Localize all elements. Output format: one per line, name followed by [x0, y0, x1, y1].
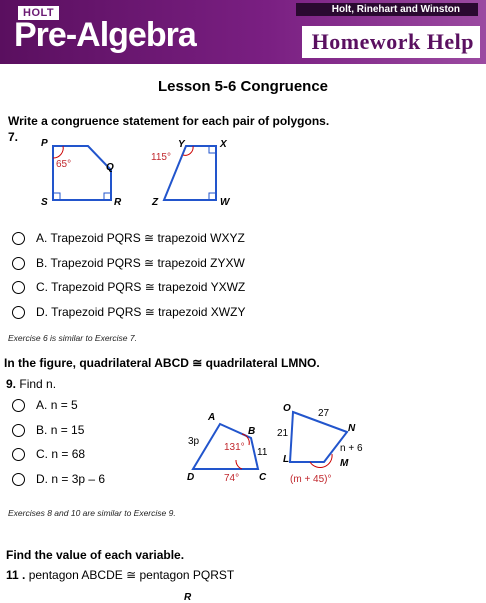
vertex-label-z: Z [152, 197, 159, 208]
vertex-label-n: N [348, 423, 356, 434]
exercise-11-number: 11 . [6, 568, 26, 582]
radio-button[interactable] [12, 448, 25, 461]
choice-text: Trapezoid PQRS ≅ trapezoid YXWZ [51, 280, 246, 294]
vertex-label-q: Q [106, 162, 114, 173]
choice-letter: A. [36, 398, 48, 412]
vertex-label-b: B [248, 426, 256, 437]
vertex-label-p: P [41, 138, 48, 149]
brand-title: Pre-Algebra [14, 16, 196, 54]
lesson-title: Lesson 5-6 Congruence [157, 78, 329, 95]
vertex-label-x: X [220, 139, 227, 150]
quadrilateral-lmno [290, 412, 347, 462]
choice-text: Trapezoid PQRS ≅ trapezoid WXYZ [50, 231, 245, 245]
angle-label-131: 131° [224, 442, 245, 453]
choice-text: Trapezoid PQRS ≅ trapezoid XWZY [51, 305, 246, 319]
vertex-label-l: L [283, 454, 290, 465]
choice-text: n = 15 [50, 423, 85, 437]
radio-button[interactable] [12, 424, 25, 437]
right-angle-mark [53, 193, 60, 200]
side-label-3p: 3p [188, 436, 200, 447]
vertex-label-s: S [41, 197, 48, 208]
radio-button[interactable] [12, 399, 25, 412]
choice-letter: A. [36, 231, 48, 245]
vertex-label-y: Y [178, 139, 185, 150]
exercise-11-prompt [6, 568, 234, 582]
angle-label-74: 74° [224, 473, 240, 484]
vertex-label-d: D [187, 472, 195, 483]
exercise-7-number: 7. [8, 130, 19, 144]
vertex-label-o: O [283, 403, 291, 414]
exercise-7-note: Exercise 6 is similar to Exercise 7. [8, 333, 137, 343]
radio-button[interactable] [12, 473, 25, 486]
choice-text: n = 68 [51, 447, 86, 461]
side-label-21: 21 [277, 428, 289, 439]
vertex-label-r: R [114, 197, 122, 208]
right-angle-mark [104, 193, 111, 200]
choice-letter: D. [36, 305, 48, 319]
exercise-9-prompt [6, 377, 56, 391]
angle-arc [53, 146, 63, 158]
part3-instruction: Find the value of each variable. [6, 548, 185, 562]
exercise-9-figures [180, 396, 380, 496]
angle-label-115: 115° [151, 152, 171, 163]
header-banner [0, 0, 486, 64]
exercise-7-figures [0, 134, 300, 214]
radio-button[interactable] [12, 232, 25, 245]
vertex-label-c: C [259, 472, 267, 483]
part1-instruction: Write a congruence statement for each pair of polygons. [8, 114, 330, 128]
publisher-label: Holt, Rinehart and Winston [296, 3, 478, 16]
exercise-9-question: Find n. [19, 377, 57, 391]
side-label-n-plus-6: n + 6 [340, 443, 363, 454]
choice-text: n = 5 [50, 398, 78, 412]
exercise-9-number: 9. [6, 377, 17, 391]
vertex-label-r-partial: R [184, 592, 192, 603]
choice-letter: C. [36, 447, 48, 461]
angle-arc [236, 460, 242, 469]
choice-letter: B. [36, 423, 48, 437]
angle-label-65: 65° [56, 159, 72, 170]
vertex-label-w: W [220, 197, 230, 208]
choice-text: n = 3p – 6 [51, 472, 106, 486]
choice-letter: B. [36, 256, 48, 270]
vertex-label-a: A [208, 412, 216, 423]
choice-letter: C. [36, 280, 48, 294]
radio-button[interactable] [12, 306, 25, 319]
vertex-label-m: M [340, 458, 349, 469]
series-tab: HOLT [18, 6, 59, 20]
angle-label-m-plus-45: (m + 45)° [290, 474, 332, 485]
radio-button[interactable] [12, 281, 25, 294]
radio-button[interactable] [12, 257, 25, 270]
exercise-11-statement: pentagon ABCDE ≅ pentagon PQRST [28, 568, 235, 582]
side-label-27: 27 [318, 408, 330, 419]
side-label-11: 11 [257, 447, 268, 458]
choice-letter: D. [36, 472, 48, 486]
part2-instruction: In the figure, quadrilateral ABCD ≅ quadrilateral LMNO. [4, 356, 320, 370]
choice-text: Trapezoid PQRS ≅ trapezoid ZYXW [50, 256, 245, 270]
right-angle-mark [209, 193, 216, 200]
section-title: Homework Help [311, 29, 474, 54]
right-angle-mark [209, 146, 216, 153]
exercise-9-note: Exercises 8 and 10 are similar to Exercise 9. [8, 508, 176, 518]
